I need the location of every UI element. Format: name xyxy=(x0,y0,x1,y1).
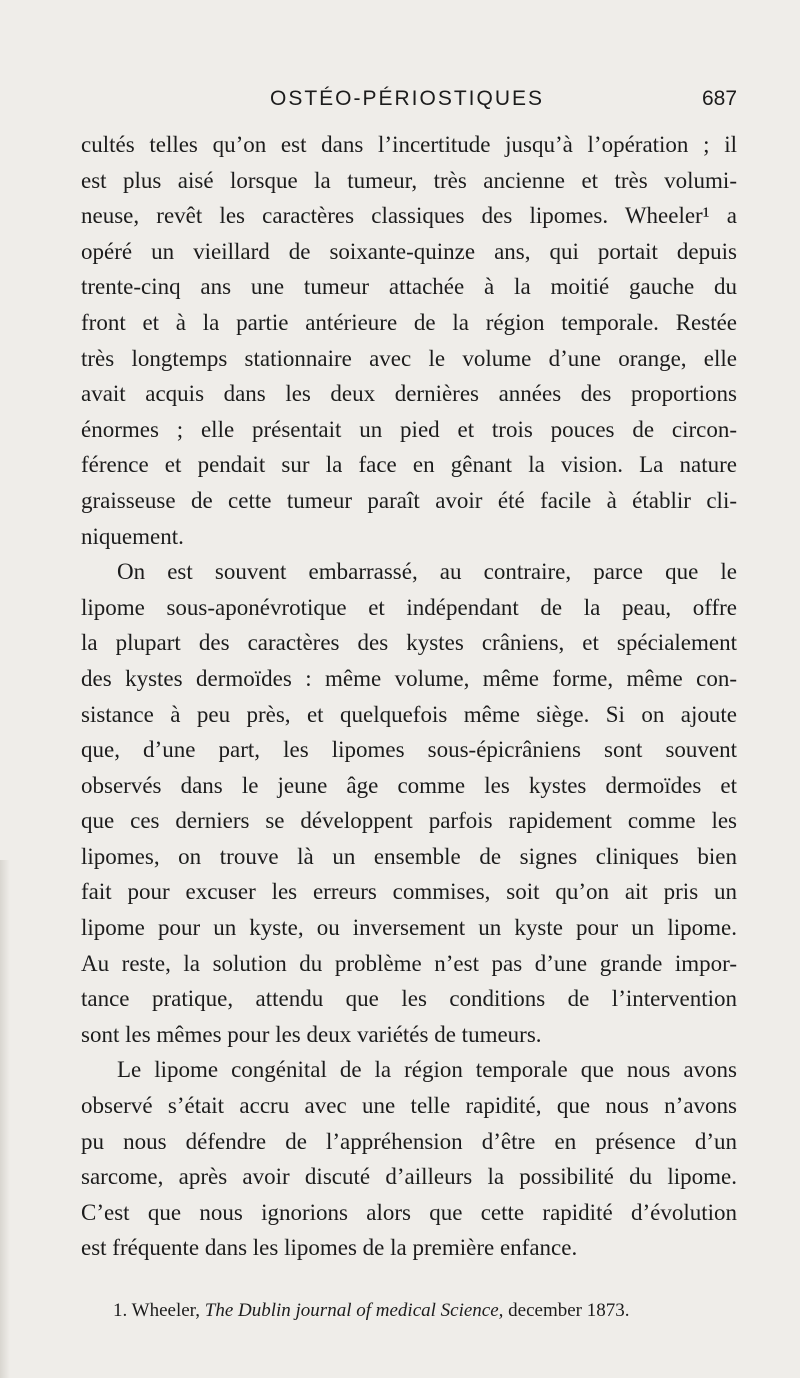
text-line: Au reste, la solution du problème n’est pas d’une grande impor- xyxy=(81,950,737,976)
text-line: sont les mêmes pour les deux variétés de tumeurs. xyxy=(81,1021,542,1047)
footnote-journal: The Dublin journal of medical Science, xyxy=(204,1300,504,1321)
text-line: trente-cinq ans une tumeur attachée à la moitié gauche du xyxy=(81,274,737,300)
text-line: Le lipome congénital de la région temporale que nous avons xyxy=(117,1057,737,1083)
page-number: 687 xyxy=(702,87,738,110)
text-line: C’est que nous ignorions alors que cette rapidité d’évolution xyxy=(81,1199,737,1225)
text-line: lipome pour un kyste, ou inversement un kyste pour un lipome. xyxy=(81,915,737,941)
text-line: observé s’était accru avec une telle rapidité, que nous n’avons xyxy=(81,1093,737,1119)
text-line: la plupart des caractères des kystes crâniens, et spécialement xyxy=(81,630,737,656)
footnote-author: Wheeler, xyxy=(131,1300,200,1321)
text-line: lipomes, on trouve là un ensemble de signes cliniques bien xyxy=(81,843,737,869)
text-line: lipome sous-aponévrotique et indépendant de la peau, offre xyxy=(81,594,737,620)
text-line: sarcome, après avoir discuté d’ailleurs la possibilité du lipome. xyxy=(81,1164,737,1190)
text-line: avait acquis dans les deux dernières années des proportions xyxy=(81,381,737,407)
text-line: fait pour excuser les erreurs commises, soit qu’on ait pris un xyxy=(81,879,737,905)
text-line: observés dans le jeune âge comme les kystes dermoïdes et xyxy=(81,772,737,798)
footnote-date: december 1873. xyxy=(508,1300,630,1321)
body-text xyxy=(81,127,737,1266)
text-line: férence et pendait sur la face en gênant la vision. La nature xyxy=(81,452,737,478)
page-shadow-edge xyxy=(0,860,10,1378)
text-line: sistance à peu près, et quelquefois même siège. Si on ajoute xyxy=(81,701,737,727)
text-line: opéré un vieillard de soixante-quinze ans, qui portait depuis xyxy=(81,238,737,264)
text-line: neuse, revêt les caractères classiques des lipomes. Wheeler¹ a xyxy=(81,203,737,229)
text-line: que ces derniers se développent parfois rapidement comme les xyxy=(81,808,737,834)
text-line: tance pratique, attendu que les conditions de l’intervention xyxy=(81,986,737,1012)
text-line: On est souvent embarrassé, au contraire, parce que le xyxy=(117,559,737,585)
text-line: niquement. xyxy=(81,523,184,549)
text-line: est fréquente dans les lipomes de la première enfance. xyxy=(81,1235,578,1261)
text-line: front et à la partie antérieure de la région temporale. Restée xyxy=(81,309,737,335)
text-line: pu nous défendre de l’appréhension d’être en présence d’un xyxy=(81,1128,737,1154)
text-line: graisseuse de cette tumeur paraît avoir été facile à établir cli- xyxy=(81,487,737,513)
footnote-marker: 1. xyxy=(113,1300,128,1321)
text-line: des kystes dermoïdes : même volume, même forme, même con- xyxy=(81,665,737,691)
text-line: cultés telles qu’on est dans l’incertitude jusqu’à l’opération ; il xyxy=(81,132,737,157)
text-line: très longtemps stationnaire avec le volume d’une orange, elle xyxy=(81,345,737,371)
text-line: est plus aisé lorsque la tumeur, très ancienne et très volumi- xyxy=(81,167,737,193)
text-line: énormes ; elle présentait un pied et trois pouces de circon- xyxy=(81,416,737,442)
text-line: que, d’une part, les lipomes sous-épicrâniens sont souvent xyxy=(81,737,737,763)
running-head xyxy=(0,84,800,114)
running-title: OSTÉO-PÉRIOSTIQUES xyxy=(270,87,545,110)
footnote xyxy=(113,1298,630,1324)
